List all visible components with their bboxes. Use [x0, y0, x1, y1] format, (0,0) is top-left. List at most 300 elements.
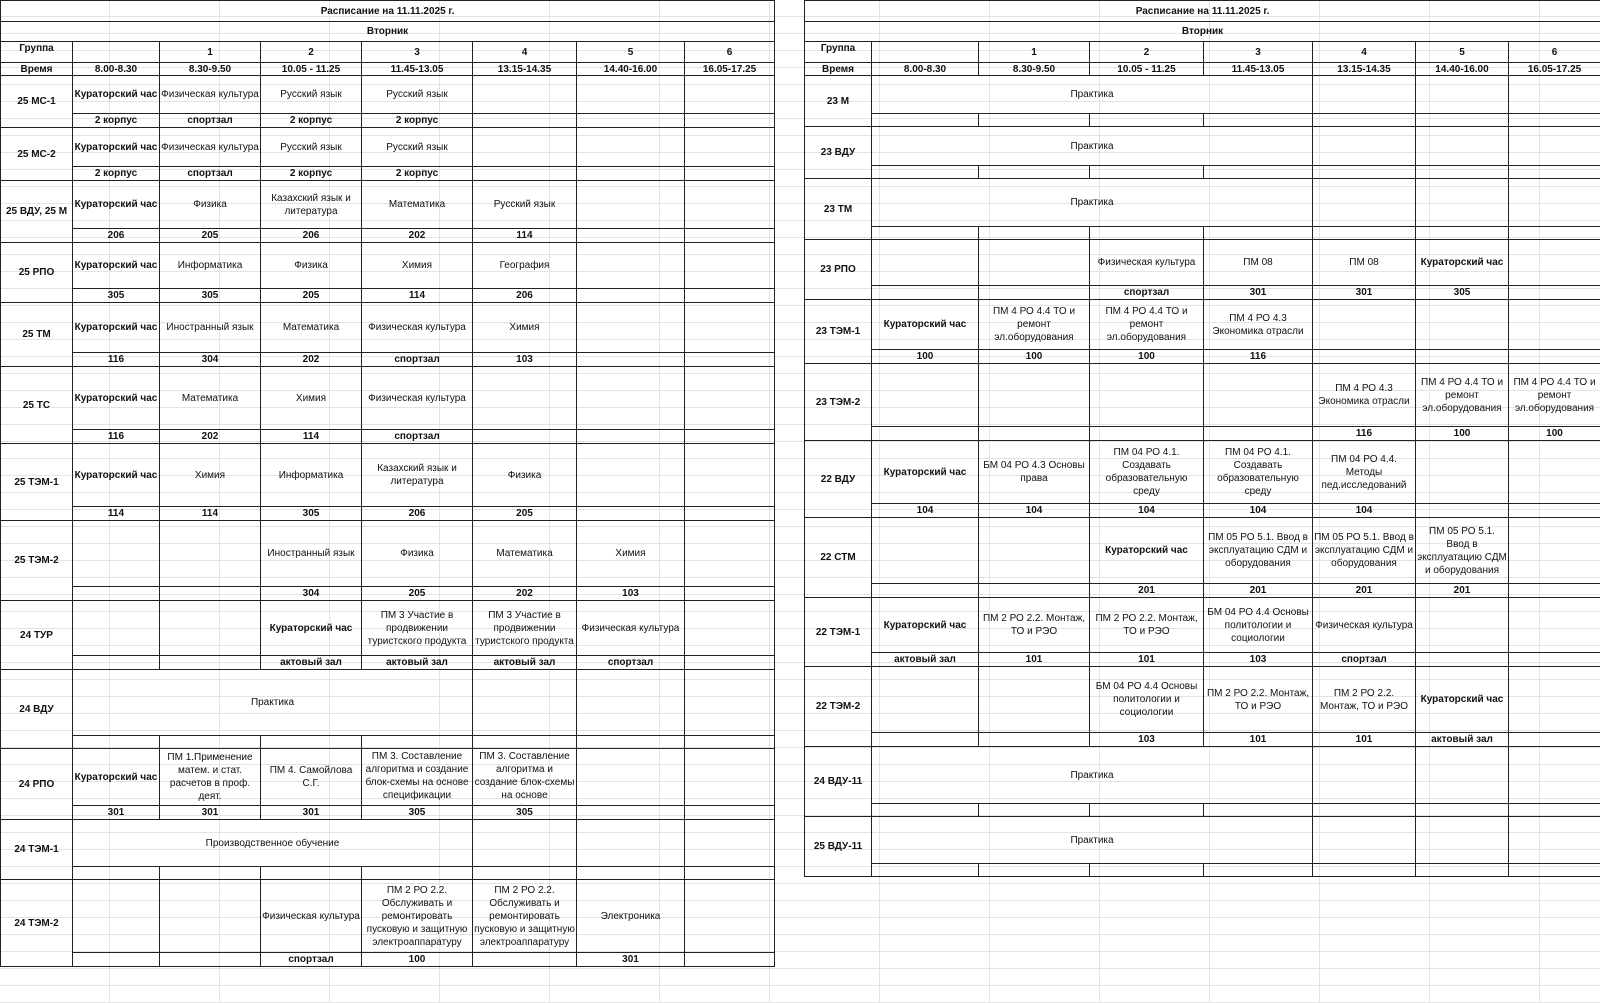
- subject-cell: [685, 601, 775, 656]
- subject-cell: [362, 880, 473, 953]
- subject-cell: [1509, 747, 1600, 804]
- group-row: [1, 521, 775, 587]
- room-cell: [872, 286, 979, 300]
- room-cell: 103: [1204, 653, 1313, 667]
- pair-number-3: 3: [1204, 42, 1313, 63]
- subject-cell: [1204, 240, 1313, 286]
- subject-text: Информатика: [262, 469, 360, 482]
- room-cell: [362, 736, 473, 749]
- grid-cell: [990, 969, 1100, 986]
- subject-cell: [1509, 441, 1600, 504]
- subject-text: БМ 04 РО 4.3 Основы права: [980, 459, 1088, 485]
- pair-number-4: 4: [1313, 42, 1416, 63]
- grid-cell: [0, 986, 110, 1003]
- room-cell: 205: [473, 507, 577, 521]
- room-cell: [872, 584, 979, 598]
- room-cell: [685, 167, 775, 181]
- grid-cell: [1540, 901, 1600, 918]
- room-cell: 202: [362, 229, 473, 243]
- subject-text: Кураторский час: [74, 392, 158, 405]
- grid-cell: [1320, 901, 1430, 918]
- room-cell: [1090, 166, 1204, 179]
- room-cell: 305: [473, 806, 577, 820]
- room-cell: [73, 587, 160, 601]
- grid-cell: [1430, 918, 1540, 935]
- grid-cell: [660, 969, 770, 986]
- group-name: 23 ТМ: [805, 179, 872, 240]
- day-label: Вторник: [1, 22, 775, 42]
- subject-cell: [1090, 518, 1204, 584]
- subject-cell: [1509, 598, 1600, 653]
- subject-cell: [473, 76, 577, 114]
- room-cell: 101: [1204, 733, 1313, 747]
- room-cell: 2 корпус: [261, 167, 362, 181]
- room-cell: 205: [160, 229, 261, 243]
- room-cell: [577, 507, 685, 521]
- room-cell: [1416, 653, 1509, 667]
- subject-cell: [362, 76, 473, 114]
- subject-cell: [685, 670, 775, 736]
- room-cell: [1090, 864, 1204, 877]
- room-cell: [872, 166, 979, 179]
- subject-text: ПМ 3 Участие в продвижении туристского продукта: [474, 609, 575, 648]
- grid-cell: [1100, 969, 1210, 986]
- merged-activity: Практика: [872, 747, 1313, 804]
- subject-text: ПМ 05 РО 5.1. Ввод в эксплуатацию СДМ и оборудования: [1314, 531, 1414, 570]
- room-cell: [685, 867, 775, 880]
- subject-cell: [577, 181, 685, 229]
- subject-text: Физическая культура: [1091, 256, 1202, 269]
- subject-cell: [872, 441, 979, 504]
- room-cell: [1416, 350, 1509, 364]
- room-cell: [872, 733, 979, 747]
- group-name: 25 ТЭМ-2: [1, 521, 73, 601]
- time-slot-6: 16.05-17.25: [685, 63, 775, 76]
- room-cell: [1509, 733, 1600, 747]
- subject-cell: [73, 181, 160, 229]
- time-slot-2: 10.05 - 11.25: [1090, 63, 1204, 76]
- grid-cell: [1210, 952, 1320, 969]
- grid-cell: [1210, 918, 1320, 935]
- subject-cell: [1313, 817, 1416, 864]
- grid-cell: [1100, 918, 1210, 935]
- subject-text: Кураторский час: [74, 141, 158, 154]
- group-row: [1, 444, 775, 507]
- group-row: [1, 367, 775, 430]
- room-cell: 100: [1416, 427, 1509, 441]
- room-cell: [1204, 864, 1313, 877]
- subject-cell: [1313, 364, 1416, 427]
- group-name: 22 ВДУ: [805, 441, 872, 518]
- room-cell: спортзал: [261, 953, 362, 967]
- grid-cell: [1540, 935, 1600, 952]
- room-cell: 305: [160, 289, 261, 303]
- room-cell: [979, 114, 1090, 127]
- room-cell: [979, 166, 1090, 179]
- subject-cell: [473, 670, 577, 736]
- grid-cell: [330, 969, 440, 986]
- room-cell: 305: [261, 507, 362, 521]
- subject-cell: [1509, 179, 1600, 227]
- grid-cell: [1320, 935, 1430, 952]
- subject-cell: [1509, 76, 1600, 114]
- subject-cell: [1509, 518, 1600, 584]
- room-cell: 201: [1416, 584, 1509, 598]
- room-cell: 116: [73, 353, 160, 367]
- room-cell: 201: [1204, 584, 1313, 598]
- room-cell: [1313, 350, 1416, 364]
- subject-cell: [1313, 441, 1416, 504]
- subject-cell: [160, 749, 261, 806]
- subject-cell: [473, 181, 577, 229]
- subject-cell: [685, 76, 775, 114]
- room-cell: [1509, 864, 1600, 877]
- subject-cell: [1509, 300, 1600, 350]
- room-cell: [1509, 584, 1600, 598]
- subject-cell: [1313, 127, 1416, 166]
- subject-cell: [1204, 364, 1313, 427]
- subject-cell: [261, 181, 362, 229]
- subject-cell: [362, 444, 473, 507]
- subject-text: Кураторский час: [1091, 544, 1202, 557]
- subject-text: ПМ 04 РО 4.1. Создавать образовательную среду: [1205, 446, 1311, 498]
- subject-cell: [1416, 300, 1509, 350]
- room-cell: [577, 867, 685, 880]
- subject-text: ПМ 3 Участие в продвижении туристского продукта: [363, 609, 471, 648]
- room-cell: [685, 507, 775, 521]
- subject-cell: [1416, 76, 1509, 114]
- subject-cell: [577, 670, 685, 736]
- subject-cell: [577, 303, 685, 353]
- subject-text: ПМ 3. Составление алгоритма и создание блок-схемы на основе: [474, 750, 575, 804]
- room-cell: [979, 733, 1090, 747]
- room-cell: актовый зал: [261, 656, 362, 670]
- group-name: 24 ТЭМ-2: [1, 880, 73, 967]
- room-cell: спортзал: [577, 656, 685, 670]
- group-name: 24 РПО: [1, 749, 73, 820]
- group-row: [805, 240, 1600, 286]
- time-slot-3: 11.45-13.05: [1204, 63, 1313, 76]
- subject-text: Математика: [262, 321, 360, 334]
- subject-text: ПМ 04 РО 4.4. Методы пед.исследований: [1314, 453, 1414, 492]
- subject-cell: [577, 601, 685, 656]
- day-label-right: Вторник: [805, 22, 1600, 42]
- subject-text: Кураторский час: [74, 771, 158, 784]
- subject-text: Физика: [262, 259, 360, 272]
- subject-cell: [73, 601, 160, 656]
- subject-cell: [473, 303, 577, 353]
- subject-text: Кураторский час: [74, 259, 158, 272]
- room-cell: 114: [73, 507, 160, 521]
- subject-text: Химия: [363, 259, 471, 272]
- room-cell: 104: [1313, 504, 1416, 518]
- room-cell: [685, 953, 775, 967]
- subject-cell: [979, 667, 1090, 733]
- subject-cell: [1509, 364, 1600, 427]
- room-cell: 301: [160, 806, 261, 820]
- grid-cell: [770, 935, 880, 952]
- room-cell: 104: [979, 504, 1090, 518]
- subject-cell: [261, 880, 362, 953]
- grid-cell: [1430, 952, 1540, 969]
- room-cell: 100: [1090, 350, 1204, 364]
- group-name: 25 ТС: [1, 367, 73, 444]
- subject-cell: [685, 880, 775, 953]
- room-cell: 304: [261, 587, 362, 601]
- room-cell: [1090, 427, 1204, 441]
- right-schedule-table: [804, 0, 1600, 877]
- room-cell: [73, 953, 160, 967]
- subject-cell: [1509, 817, 1600, 864]
- merged-activity: Практика: [73, 670, 473, 736]
- subject-cell: [362, 521, 473, 587]
- group-row: [805, 179, 1600, 227]
- time-slot-6: 16.05-17.25: [1509, 63, 1600, 76]
- room-cell: [1204, 427, 1313, 441]
- subject-cell: [73, 76, 160, 114]
- room-cell: 2 корпус: [261, 114, 362, 128]
- grid-cell: [1210, 969, 1320, 986]
- subject-text: ПМ 08: [1314, 256, 1414, 269]
- subject-text: Русский язык: [474, 198, 575, 211]
- group-name: 24 ТУР: [1, 601, 73, 670]
- subject-cell: [685, 367, 775, 430]
- room-cell: 202: [160, 430, 261, 444]
- room-cell: [1416, 804, 1509, 817]
- time-header: Время: [1, 63, 73, 76]
- group-name: 23 М: [805, 76, 872, 127]
- left-schedule-panel: [0, 0, 775, 967]
- group-name: 25 ТЭМ-1: [1, 444, 73, 521]
- room-cell: [1509, 227, 1600, 240]
- room-cell: [473, 953, 577, 967]
- room-cell: [1090, 804, 1204, 817]
- room-cell: [1416, 504, 1509, 518]
- room-cell: 2 корпус: [362, 114, 473, 128]
- room-cell: [685, 229, 775, 243]
- room-cell: спортзал: [1090, 286, 1204, 300]
- room-cell: [577, 167, 685, 181]
- room-cell: [979, 427, 1090, 441]
- room-cell: [261, 867, 362, 880]
- subject-text: Химия: [262, 392, 360, 405]
- subject-text: ПМ 4 РО 4.4 ТО и ремонт эл.оборудования: [1417, 376, 1507, 415]
- room-cell: спортзал: [1313, 653, 1416, 667]
- subject-cell: [473, 367, 577, 430]
- room-cell: [1204, 804, 1313, 817]
- room-cell: [685, 353, 775, 367]
- subject-text: Кураторский час: [74, 88, 158, 101]
- room-cell: 103: [473, 353, 577, 367]
- subject-text: Русский язык: [262, 88, 360, 101]
- group-name: 25 МС-1: [1, 76, 73, 128]
- pair-number-6: 6: [1509, 42, 1600, 63]
- subject-cell: [160, 181, 261, 229]
- subject-cell: [1090, 364, 1204, 427]
- room-cell: [979, 227, 1090, 240]
- grid-cell: [990, 952, 1100, 969]
- room-cell: [577, 114, 685, 128]
- group-row: [805, 518, 1600, 584]
- subject-text: Кураторский час: [74, 321, 158, 334]
- time-slot-5: 14.40-16.00: [1416, 63, 1509, 76]
- subject-cell: [1313, 667, 1416, 733]
- subject-cell: [261, 521, 362, 587]
- subject-cell: [872, 364, 979, 427]
- time-slot-1: 8.30-9.50: [979, 63, 1090, 76]
- pair-number-5: 5: [1416, 42, 1509, 63]
- subject-text: Иностранный язык: [161, 321, 259, 334]
- room-cell: [261, 736, 362, 749]
- group-name: 24 ТЭМ-1: [1, 820, 73, 880]
- subject-text: ПМ 4 РО 4.4 ТО и ремонт эл.оборудования: [1091, 305, 1202, 344]
- room-cell: 206: [261, 229, 362, 243]
- grid-cell: [1210, 935, 1320, 952]
- room-cell: [979, 286, 1090, 300]
- room-cell: 104: [1204, 504, 1313, 518]
- subject-text: Иностранный язык: [262, 547, 360, 560]
- subject-text: География: [474, 259, 575, 272]
- group-name: 23 ВДУ: [805, 127, 872, 179]
- subject-text: ПМ 2 РО 2.2. Монтаж, ТО и РЭО: [1205, 687, 1311, 713]
- subject-text: Математика: [474, 547, 575, 560]
- grid-cell: [880, 969, 990, 986]
- room-cell: [1416, 166, 1509, 179]
- grid-cell: [1540, 884, 1600, 901]
- subject-cell: [160, 444, 261, 507]
- room-cell: спортзал: [160, 114, 261, 128]
- subject-cell: [872, 667, 979, 733]
- subject-cell: [1509, 240, 1600, 286]
- room-cell: 2 корпус: [73, 114, 160, 128]
- room-cell: спортзал: [362, 353, 473, 367]
- group-name: 22 ТЭМ-1: [805, 598, 872, 667]
- room-cell: [1509, 114, 1600, 127]
- group-name: 23 ТЭМ-1: [805, 300, 872, 364]
- group-row: [1, 820, 775, 867]
- pair-number-2: 2: [1090, 42, 1204, 63]
- room-cell: [685, 806, 775, 820]
- room-cell: [577, 229, 685, 243]
- room-cell: 114: [160, 507, 261, 521]
- subject-cell: [1204, 518, 1313, 584]
- subject-cell: [73, 128, 160, 167]
- grid-cell: [1540, 969, 1600, 986]
- grid-cell: [440, 986, 550, 1003]
- subject-text: Химия: [161, 469, 259, 482]
- grid-cell: [110, 986, 220, 1003]
- subject-text: ПМ 2 РО 2.2. Обслуживать и ремонтировать пусковую и защитную электроаппаратуру: [474, 884, 575, 949]
- merged-activity: Практика: [872, 817, 1313, 864]
- grid-cell: [1320, 969, 1430, 986]
- room-cell: [685, 289, 775, 303]
- subject-cell: [261, 367, 362, 430]
- subject-cell: [473, 521, 577, 587]
- group-row: [805, 76, 1600, 114]
- room-cell: 114: [362, 289, 473, 303]
- subject-cell: [685, 243, 775, 289]
- subject-cell: [979, 441, 1090, 504]
- subject-cell: [160, 521, 261, 587]
- subject-text: Химия: [578, 547, 683, 560]
- subject-cell: [872, 518, 979, 584]
- subject-cell: [685, 128, 775, 167]
- group-row: [1, 880, 775, 953]
- group-row: [805, 817, 1600, 864]
- room-cell: [73, 656, 160, 670]
- right-schedule-panel: [804, 0, 1600, 877]
- subject-cell: [473, 820, 577, 867]
- subject-cell: [160, 303, 261, 353]
- subject-cell: [1416, 518, 1509, 584]
- room-cell: 301: [1313, 286, 1416, 300]
- merged-activity: Практика: [872, 179, 1313, 227]
- subject-cell: [473, 128, 577, 167]
- subject-cell: [473, 749, 577, 806]
- time-header: Время: [805, 63, 872, 76]
- grid-cell: [1210, 986, 1320, 1003]
- grid-cell: [880, 935, 990, 952]
- subject-cell: [577, 749, 685, 806]
- group-name: 25 ВДУ-11: [805, 817, 872, 877]
- room-cell: 201: [1313, 584, 1416, 598]
- room-cell: [473, 867, 577, 880]
- subject-text: Русский язык: [363, 88, 471, 101]
- room-cell: актовый зал: [473, 656, 577, 670]
- room-cell: 114: [261, 430, 362, 444]
- subject-cell: [872, 240, 979, 286]
- room-cell: 104: [1090, 504, 1204, 518]
- room-cell: 2 корпус: [362, 167, 473, 181]
- room-cell: [1416, 864, 1509, 877]
- room-cell: [1416, 114, 1509, 127]
- grid-cell: [1430, 884, 1540, 901]
- grid-cell: [770, 901, 880, 918]
- subject-text: Кураторский час: [74, 198, 158, 211]
- time-slot-2: 10.05 - 11.25: [261, 63, 362, 76]
- subject-cell: [73, 367, 160, 430]
- subject-text: Математика: [161, 392, 259, 405]
- subject-cell: [1204, 300, 1313, 350]
- grid-cell: [880, 986, 990, 1003]
- group-row: [805, 598, 1600, 653]
- subject-cell: [362, 181, 473, 229]
- room-cell: 206: [362, 507, 473, 521]
- room-cell: [685, 114, 775, 128]
- schedule-title: Расписание на 11.11.2025 г.: [1, 1, 775, 22]
- grid-cell: [1100, 952, 1210, 969]
- room-cell: [1313, 227, 1416, 240]
- room-cell: [1313, 804, 1416, 817]
- pair-number-0: [73, 42, 160, 63]
- merged-activity: Практика: [872, 127, 1313, 166]
- subject-cell: [1090, 667, 1204, 733]
- grid-cell: [330, 986, 440, 1003]
- subject-cell: [577, 521, 685, 587]
- group-row: [805, 747, 1600, 804]
- subject-text: ПМ 08: [1205, 256, 1311, 269]
- subject-cell: [73, 521, 160, 587]
- subject-cell: [362, 128, 473, 167]
- subject-text: БМ 04 РО 4.4 Основы политологии и социологии: [1091, 680, 1202, 719]
- subject-text: Кураторский час: [1417, 693, 1507, 706]
- subject-text: ПМ 1.Применение матем. и стат. расчетов в проф. деят.: [161, 751, 259, 803]
- subject-cell: [261, 303, 362, 353]
- group-row: [1, 181, 775, 229]
- room-cell: [1090, 227, 1204, 240]
- subject-cell: [73, 880, 160, 953]
- subject-cell: [261, 601, 362, 656]
